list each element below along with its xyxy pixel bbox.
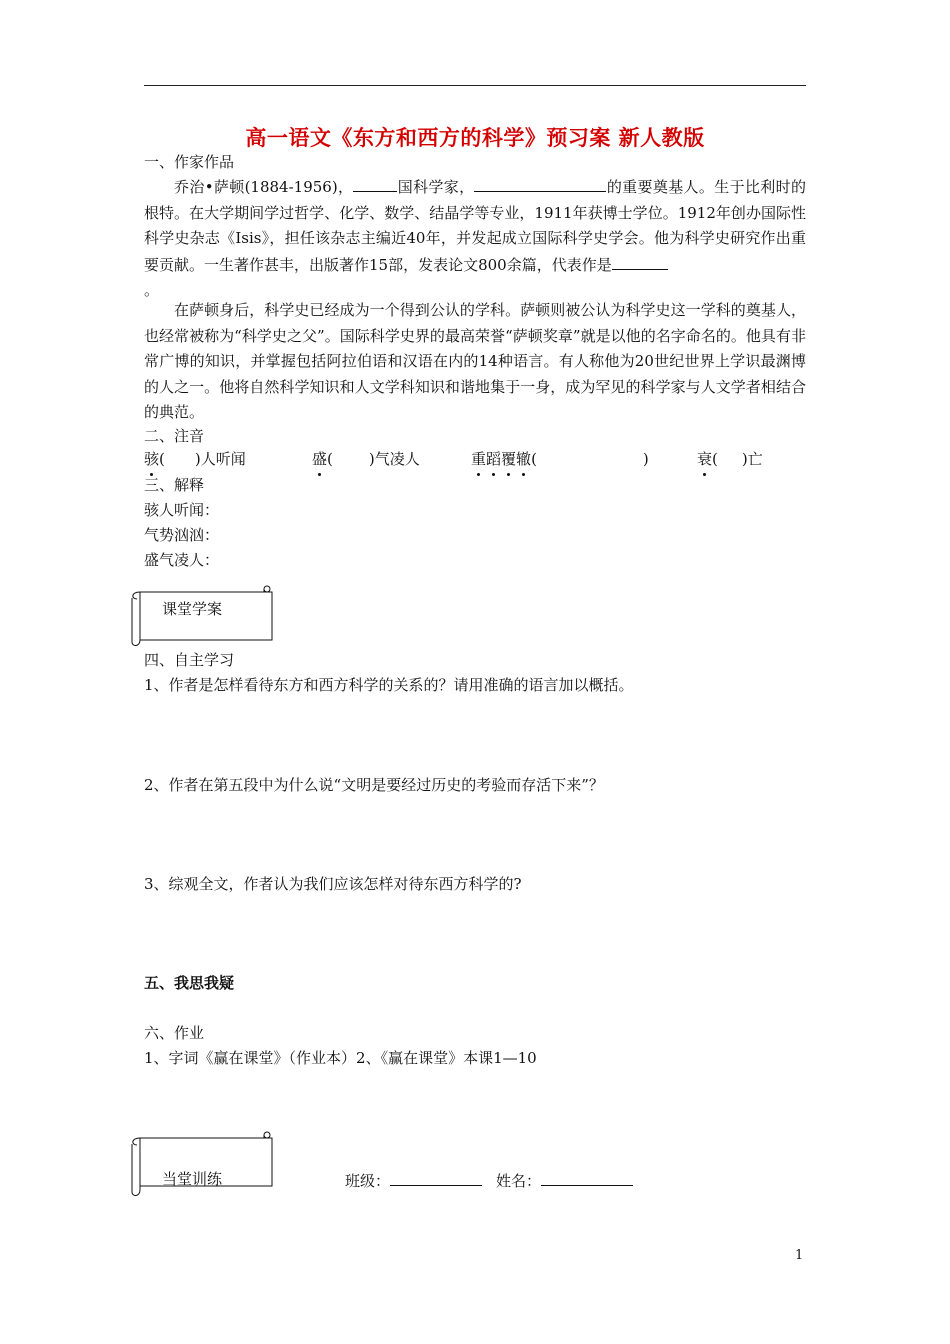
section-1-heading: 一、作家作品 [144, 153, 235, 171]
page-number: 1 [795, 1248, 804, 1263]
explain-item[interactable]: 气势汹汹： [144, 526, 220, 544]
name-field [496, 1168, 633, 1192]
homework-line: 1、字词《赢在课堂》（作业本）2、《赢在课堂》本课1—10 [144, 1049, 537, 1067]
name-label: 姓名： [496, 1172, 542, 1190]
question-1: 1、作者是怎样看待东方和西方科学的关系的？请用准确的语言加以概括。 [144, 676, 634, 694]
header-rule [144, 85, 806, 86]
pinyin-item-2: 盛( )气凌人 [312, 450, 420, 468]
explain-item[interactable]: 骇人听闻： [144, 501, 220, 519]
section-5-heading: 五、我思我疑 [144, 974, 235, 992]
section-3-heading: 三、解释 [144, 476, 205, 494]
author-text-end: 。 [144, 281, 160, 299]
page-title: 高一语文《东方和西方的科学》预习案 新人教版 [245, 126, 705, 150]
author-text-a: 乔治•萨顿(1884-1956)， [174, 178, 354, 196]
class-input[interactable] [390, 1168, 482, 1186]
nationality-blank[interactable] [353, 174, 397, 192]
legacy-paragraph: 在萨顿身后，科学史已经成为一个得到公认的学科。萨顿则被公认为科学史这一学科的奠基人，也经常被称为“科学史之父”。国际科学史界的最高荣誉“萨顿奖章”就是以他的名字命名的。他具有非常广博的知识，并掌握包括阿拉伯语和汉语在内的14种语言。有人称他为20世纪世界上学识最渊博的人之一。他将自然科学知识和人文学科知识和谐地集于一身，成为罕见的科学家与人文学者相结合的典范。 [144, 301, 806, 421]
scroll-banner-practice [126, 1130, 276, 1198]
section-4-heading: 四、自主学习 [144, 651, 235, 669]
pinyin-item-1: 骇( )人听闻 [144, 450, 246, 468]
name-input[interactable] [541, 1168, 633, 1186]
question-3: 3、综观全文，作者认为我们应该怎样对待东西方科学的? [144, 875, 522, 893]
class-field [345, 1168, 482, 1192]
scroll-banner-classroom [126, 584, 276, 648]
class-label: 班级： [345, 1172, 391, 1190]
masterpiece-blank[interactable] [612, 252, 668, 270]
explain-item[interactable]: 盛气凌人： [144, 551, 220, 569]
author-text-c: 的重要奠基人。生于比利时的根特。在大学期间学过哲学、化学、数学、结晶学等专业，1911年获博士学位。1912年创办国际性科学史杂志《Isis》，担任该杂志主编近40年，并发起成立国际科学史学会。他为科学史研究作出重要贡献。一生著作甚丰，出版著作15部，发表论文800余篇，代表作是 [144, 178, 806, 274]
pinyin-item-4: 衰( )亡 [697, 450, 763, 468]
author-paragraph [144, 174, 806, 304]
field-blank[interactable] [474, 174, 606, 192]
section-2-heading: 二、注音 [144, 427, 205, 445]
pinyin-item-3: 重蹈覆辙( ) [471, 450, 649, 468]
question-2: 2、作者在第五段中为什么说“文明是要经过历史的考验而存活下来”？ [144, 776, 604, 794]
scroll-label-practice: 当堂训练 [162, 1170, 223, 1188]
section-6-heading: 六、作业 [144, 1024, 205, 1042]
author-text-b: 国科学家， [397, 178, 475, 196]
scroll-label-classroom: 课堂学案 [162, 600, 223, 618]
